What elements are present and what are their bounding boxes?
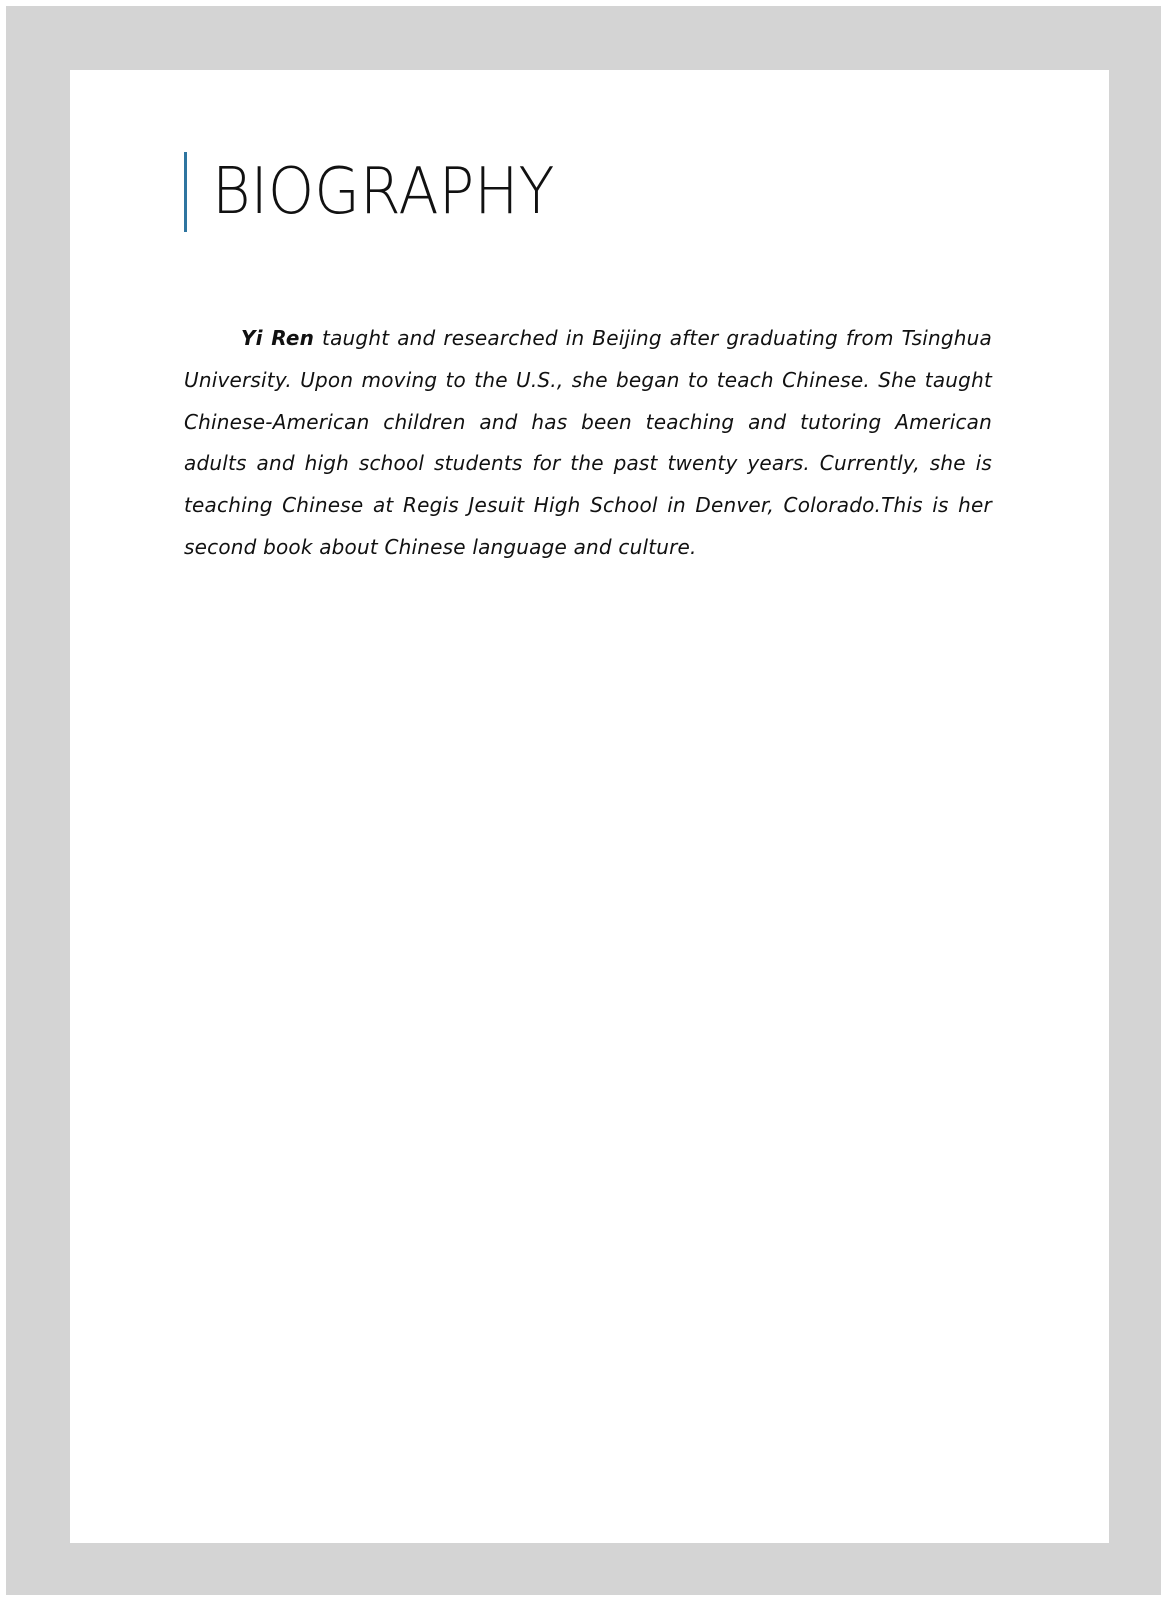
biography-text: taught and researched in Beijing after graduating from Tsinghua University. Upon moving to the U.S., she began to teach Chinese. She taught Chinese-American children and has been teaching and tutoring American adults and high school students for the past twenty years. Currently, she is teaching Chinese at Regis Jesuit High School in Denver, Colorado.This is her second book about Chinese language and culture. bbox=[184, 326, 992, 559]
title-block bbox=[184, 152, 584, 232]
biography-paragraph bbox=[184, 318, 992, 569]
author-name: Yi Ren bbox=[241, 326, 315, 350]
page-frame bbox=[6, 6, 1161, 1595]
title-accent-bar bbox=[184, 152, 187, 232]
page-title: BIOGRAPHY bbox=[212, 155, 555, 229]
document-page bbox=[70, 70, 1109, 1543]
